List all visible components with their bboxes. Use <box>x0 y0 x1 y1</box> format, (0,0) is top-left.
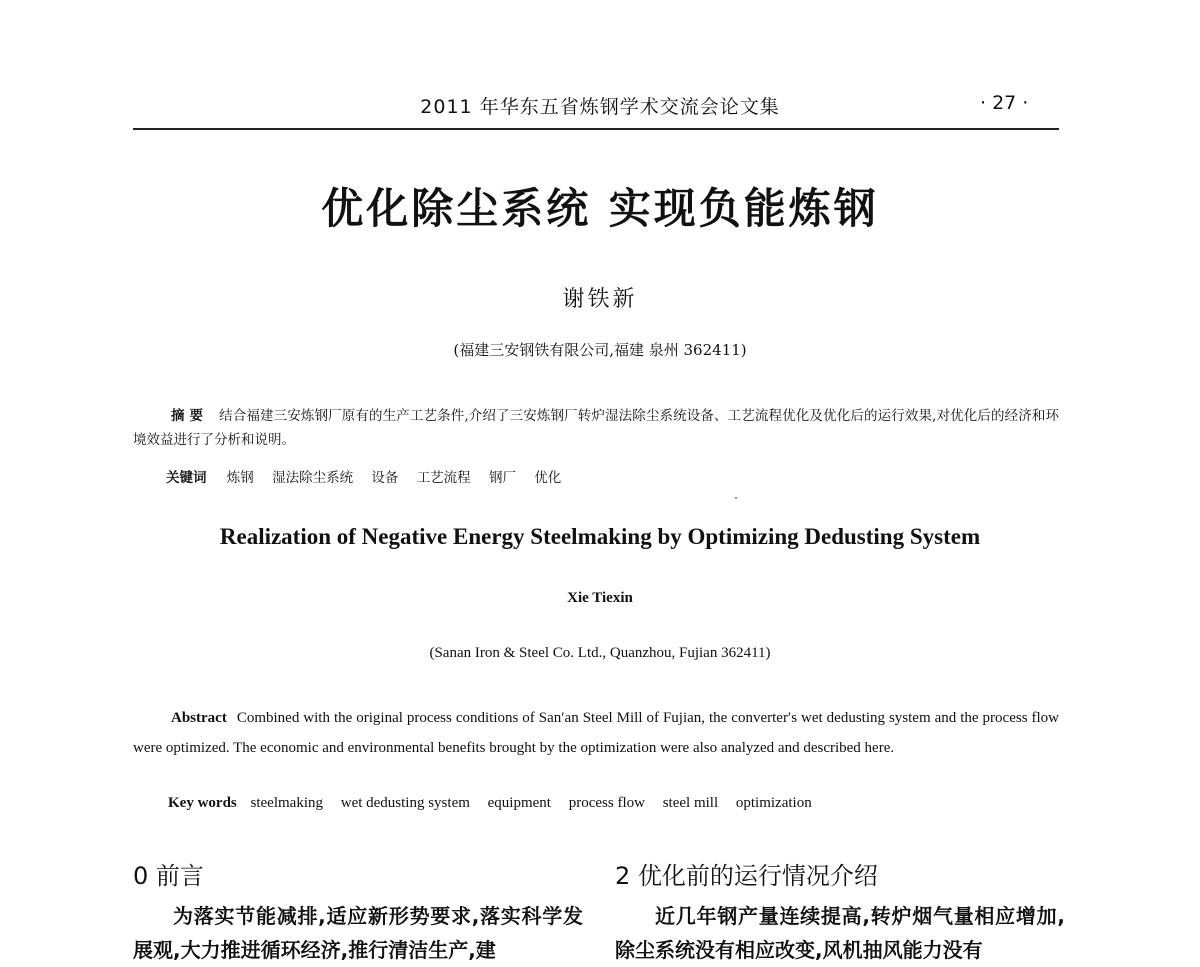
keyword-cn: 钢厂 <box>488 470 516 486</box>
journal-header: 2011 年华东五省炼钢学术交流会论文集 <box>420 96 780 118</box>
abstract-cn-text: 结合福建三安炼钢厂原有的生产工艺条件,介绍了三安炼钢厂转炉湿法除尘系统设备、工艺流程优化及优化后的运行效果,对优化后的经济和环境效益进行了分析和说明。 <box>133 408 1059 448</box>
keyword-cn: 优化 <box>534 470 562 486</box>
keyword-en: equipment <box>487 795 551 811</box>
keywords-en-label: Key words <box>168 795 237 811</box>
keyword-en: process flow <box>568 795 645 811</box>
keyword-en: steel mill <box>662 795 719 811</box>
abstract-en-text: Combined with the original process conditions of San′an Steel Mill of Fujian, the converter′s wet dedusting system and the process flow were optimized. The economic and environmental benefits brought by the optimization were also analyzed and described here. <box>133 710 1059 756</box>
section-heading-operation: 2 优化前的运行情况介绍 <box>615 862 878 890</box>
header-divider <box>133 128 1059 130</box>
affiliation-cn: (福建三安钢铁有限公司,福建 泉州 362411) <box>453 341 747 359</box>
keywords-cn-label: 关键词 <box>166 470 207 486</box>
author-en: Xie Tiexin <box>567 590 633 606</box>
keyword-en: wet dedusting system <box>340 795 470 811</box>
keyword-cn: 工艺流程 <box>416 470 471 486</box>
page-number: · 27 · <box>980 92 1029 114</box>
keyword-cn: 炼钢 <box>226 470 254 486</box>
abstract-en-label: Abstract <box>171 710 227 726</box>
scan-speck <box>735 497 737 499</box>
abstract-en <box>133 703 1059 763</box>
keyword-cn: 湿法除尘系统 <box>272 470 354 486</box>
keywords-cn <box>166 466 575 486</box>
abstract-cn <box>133 404 1059 452</box>
keyword-cn: 设备 <box>371 470 399 486</box>
author-cn: 谢铁新 <box>562 287 638 312</box>
affiliation-en: (Sanan Iron & Steel Co. Ltd., Quanzhou, Fujian 362411) <box>429 645 771 661</box>
keyword-en: steelmaking <box>250 795 323 811</box>
body-text-right: 近几年钢产量连续提高,转炉烟气量相应增加,除尘系统没有相应改变,风机抽风能力没有 <box>615 904 1065 962</box>
section-heading-intro: 0 前言 <box>133 862 204 890</box>
keywords-en <box>168 795 826 812</box>
paper-title-en: Realization of Negative Energy Steelmaking by Optimizing Dedusting System <box>219 524 981 549</box>
keyword-en: optimization <box>735 795 812 811</box>
body-text-left: 为落实节能减排,适应新形势要求,落实科学发展观,大力推进循环经济,推行清洁生产,建 <box>133 904 583 962</box>
abstract-cn-label: 摘 要 <box>171 408 204 424</box>
paper-title-cn: 优化除尘系统 实现负能炼钢 <box>321 184 879 233</box>
